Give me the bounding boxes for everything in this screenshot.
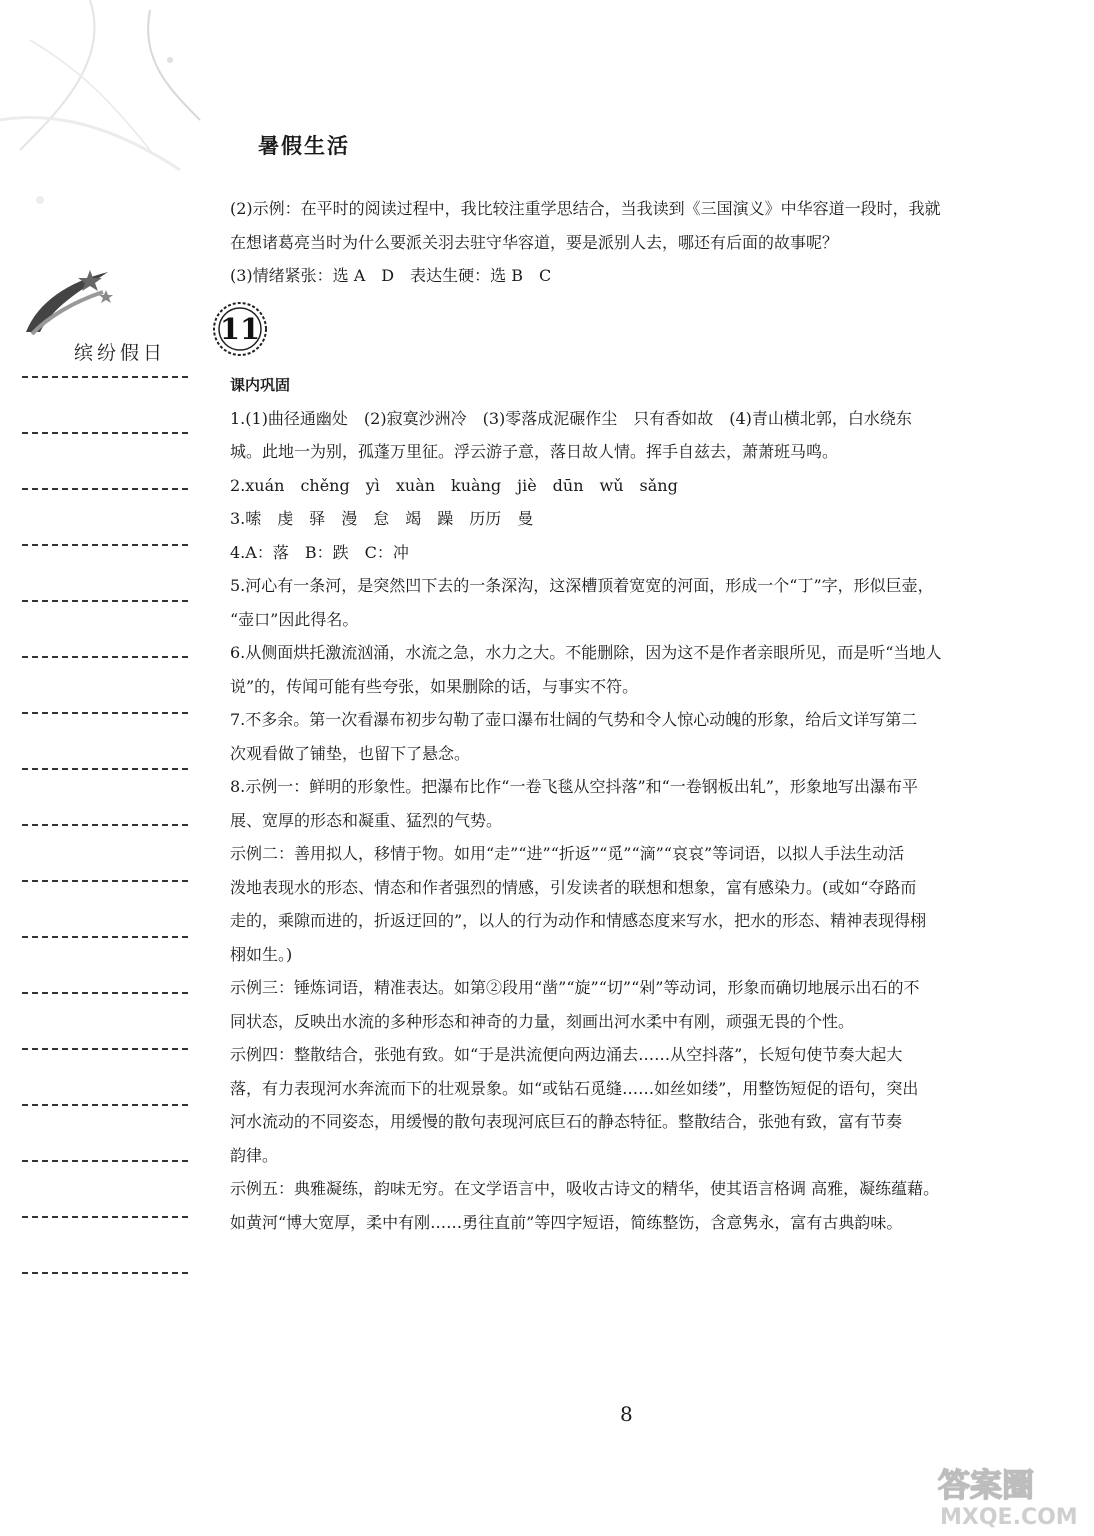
answer-line: 示例二：善用拟人，移情于物。如用“走”“进”“折返”“觅”“滴”“哀哀”等词语，以拟人手法生动活 (230, 844, 905, 863)
note-line (22, 1272, 188, 1274)
header-title: 暑假生活 (258, 134, 350, 158)
answer-line: 走的，乘隙而进的，折返迂回的”，以人的行为动作和情感态度来写水，把水的形态、精神表现得栩 (230, 911, 927, 930)
note-line (22, 992, 188, 994)
note-line (22, 1160, 188, 1162)
note-line (22, 432, 188, 434)
section-title: 课内巩固 (230, 375, 291, 394)
note-line (22, 712, 188, 714)
answer-line: 城。此地一为别，孤蓬万里征。浮云游子意，落日故人情。挥手自兹去，萧萧班马鸣。 (230, 442, 839, 461)
note-line (22, 1048, 188, 1050)
shooting-star-logo-icon (18, 262, 118, 342)
page-number: 8 (620, 1402, 633, 1426)
section-number: 11 (219, 312, 261, 346)
answer-line: 河水流动的不同姿态，用缓慢的散句表现河底巨石的静态特征。整散结合，张弛有致，富有节奏 (230, 1112, 903, 1131)
answer-line: 说”的，传闻可能有些夸张，如果删除的话，与事实不符。 (230, 676, 639, 696)
answer-content (230, 192, 990, 1239)
note-line (22, 656, 188, 658)
answer-line: 栩如生。) (230, 944, 293, 964)
answer-line: 韵律。 (230, 1145, 279, 1165)
note-line (22, 1104, 188, 1106)
note-line (22, 544, 188, 546)
watermark-logo-icon (930, 1460, 1090, 1530)
note-line (22, 768, 188, 770)
answer-line: 次观看做了铺垫，也留下了悬念。 (230, 743, 471, 763)
answer-line: 示例五：典雅凝练，韵味无穷。在文学语言中，吸收古诗文的精华，使其语言格调 高雅，凝练蕴藉。 (230, 1179, 940, 1198)
answer-line: 展、宽厚的形态和凝重、猛烈的气势。 (230, 810, 503, 830)
answer-line: 6.从侧面烘托激流汹涌，水流之急，水力之大。不能删除，因为这不是作者亲眼所见，而是听“当地人 (230, 643, 942, 662)
answer-line: 示例四：整散结合，张弛有致。如“于是洪流便向两边涌去……从空抖落”，长短句使节奏大起大 (230, 1045, 903, 1064)
note-line (22, 600, 188, 602)
note-line (22, 376, 188, 378)
note-line (22, 936, 188, 938)
note-line (22, 824, 188, 826)
note-line (22, 488, 188, 490)
answer-line: 1.(1)曲径通幽处 (2)寂寞沙洲冷 (3)零落成泥碾作尘 只有香如故 (4)青山横北郭，白水绕东 (230, 408, 912, 428)
logo-text: 缤纷假日 (74, 342, 167, 364)
intro-line: (2)示例：在平时的阅读过程中，我比较注重学思结合，当我读到《三国演义》中华容道一段时，我就 (230, 199, 941, 218)
answer-line: 如黄河“博大宽厚，柔中有刚……勇往直前”等四字短语，简练整饬，含意隽永，富有古典韵味。 (230, 1212, 903, 1232)
note-line (22, 1216, 188, 1218)
answer-line: 示例三：锤炼词语，精准表达。如第②段用“凿”“旋”“切”“剁”等动词，形象而确切地展示出石的不 (230, 978, 920, 997)
answer-line: 2.xuán chěng yì xuàn kuàng jiè dūn wǔ sǎng (230, 475, 678, 495)
answer-line: 5.河心有一条河，是突然凹下去的一条深沟，这深槽顶着宽宽的河面，形成一个“丁”字，形似巨壶， (230, 576, 934, 595)
answer-line: 落，有力表现河水奔流而下的壮观景象。如“或钻石觅缝……如丝如缕”，用整饬短促的语句，突出 (230, 1078, 919, 1098)
answer-line: 3.嗦 虔 驿 漫 怠 竭 躁 历历 曼 (230, 509, 534, 528)
answer-line: 泼地表现水的形态、情态和作者强烈的情感，引发读者的联想和想象，富有感染力。(或如“夺路而 (230, 877, 917, 897)
svg-text:MXQE.COM: MXQE.COM (940, 1505, 1078, 1530)
answer-line: 同状态，反映出水流的多种形态和神奇的力量，刻画出河水柔中有刚，顽强无畏的个性。 (230, 1011, 855, 1031)
answer-line: 4.A：落 B：跌 C：冲 (230, 542, 409, 562)
decorative-swirl (0, 0, 260, 260)
answer-line: “壶口”因此得名。 (230, 609, 359, 629)
answer-line: 7.不多余。第一次看瀑布初步勾勒了壶口瀑布壮阔的气势和令人惊心动魄的形象，给后文详写第二 (230, 710, 918, 729)
svg-text:答案圈: 答案圈 (938, 1466, 1035, 1504)
intro-line: 在想诸葛亮当时为什么要派关羽去驻守华容道，要是派别人去，哪还有后面的故事呢？ (230, 232, 839, 252)
answer-line: 8.示例一：鲜明的形象性。把瀑布比作“一卷飞毯从空抖落”和“一卷钢板出轧”，形象地写出瀑布平 (230, 777, 918, 796)
note-line (22, 880, 188, 882)
intro-line: (3)情绪紧张：选 A D 表达生硬：选 B C (230, 266, 552, 285)
